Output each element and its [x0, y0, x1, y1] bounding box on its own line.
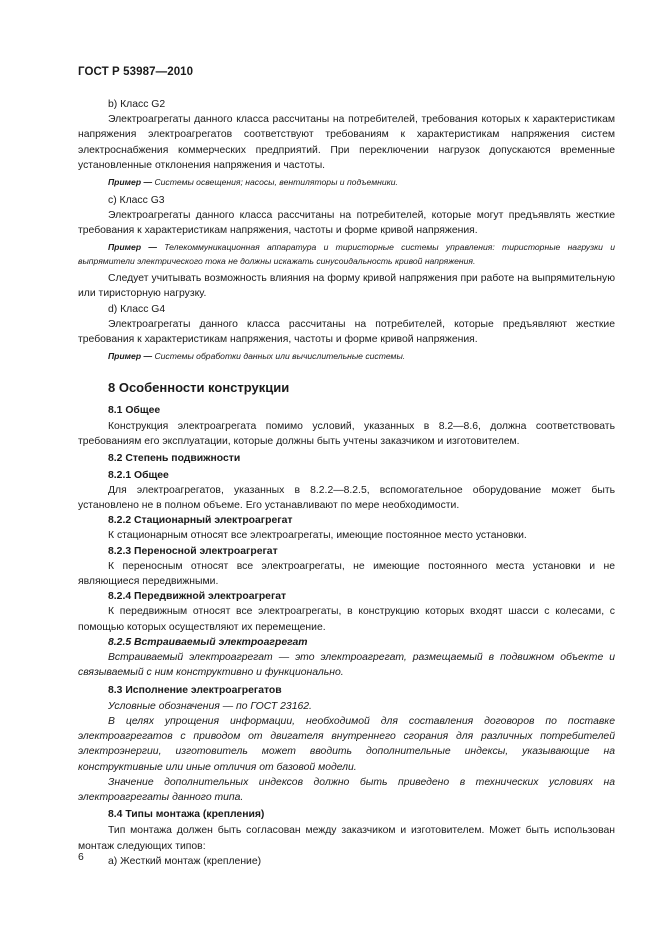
italic-paragraph: Значение дополнительных индексов должно быть приведено в технических условиях на электроагрегаты данного типа.: [78, 776, 615, 803]
clause-heading: 8.2.1 Общее: [108, 469, 169, 481]
paragraph: Конструкция электроагрегата помимо условий, указанных в 8.2—8.6, должна соответствовать требованиям его эксплуатации, которые должны быть учтены заказчиком и изготовителем.: [78, 421, 615, 448]
italic-paragraph: В целях упрощения информации, необходимой для составления договоров по поставке электроагрегатов с приводом от двигателя внутреннего сгорания для различных потребителей электроэнергии, изготовитель может вводить дополнительные индексы, указывающие на конструктивные или иные отличия от базовой модели.: [78, 715, 615, 773]
section-heading: 8 Особенности конструкции: [108, 379, 290, 395]
list-item: d) Класс G4: [108, 303, 166, 315]
document-body: [78, 97, 615, 869]
list-item: c) Класс G3: [108, 194, 165, 206]
clause-heading: 8.2.3 Переносной электроагрегат: [108, 545, 278, 557]
paragraph: Для электроагрегатов, указанных в 8.2.2—8.2.5, вспомогательное оборудование может быть установлено не в полном объеме. Его устанавливают по мере необходимости.: [78, 484, 615, 512]
list-item: b) Класс G2: [108, 99, 166, 110]
clause-heading: 8.2.4 Передвижной электроагрегат: [108, 591, 287, 603]
paragraph: Тип монтажа должен быть согласован между заказчиком и изготовителем. Может быть использован монтаж следующих типов:: [78, 825, 615, 852]
subsection-heading: 8.4 Типы монтажа (крепления): [108, 809, 265, 821]
italic-paragraph: Встраиваемый электроагрегат — это электроагрегат, размещаемый в подвижном объекте и связываемый с ним конструктивно и функционально.: [78, 652, 615, 679]
paragraph: Следует учитывать возможность влияния на форму кривой напряжения при работе на выпрямительную или тиристорную нагрузку.: [78, 273, 615, 300]
paragraph: К переносным относят все электроагрегаты, не имеющие постоянного места установки и не являющиеся передвижными.: [78, 560, 615, 588]
paragraph: Электроагрегаты данного класса рассчитаны на потребителей, которые могут предъявлять жесткие требования к характеристикам напряжения, частоты и форме кривой напряжения.: [78, 209, 615, 236]
example-note: Пример — Телекоммуникационная аппаратура и тиристорные системы управления: тиристорные нагрузки и выпрямители электрического тока не должны искажать синусоидальность кривой напряжения.: [78, 242, 615, 266]
clause-heading: 8.2.2 Стационарный электроагрегат: [108, 515, 293, 527]
paragraph: Электроагрегаты данного класса рассчитаны на потребителей, которые предъявляют жесткие требования к характеристикам напряжения, частоты и форме кривой напряжения.: [78, 318, 615, 345]
paragraph: К стационарным относят все электроагрегаты, имеющие постоянное место установки.: [108, 530, 527, 542]
subsection-heading: 8.2 Степень подвижности: [108, 453, 241, 465]
subsection-heading: 8.3 Исполнение электроагрегатов: [108, 684, 282, 696]
paragraph: Электроагрегаты данного класса рассчитаны на потребителей, требования которых к характеристикам напряжения электроагрегатов соответствуют требованиям к характеристикам напряжения систем электроснабжения коммерческих предприятий. При переключении нагрузок допускаются временные установленные отклонения напряжения и частоты.: [78, 114, 615, 171]
example-note: Пример — Системы обработки данных или вычислительные системы.: [108, 351, 406, 362]
subsection-heading: 8.1 Общее: [108, 404, 161, 416]
clause-heading: 8.2.5 Встраиваемый электроагрегат: [108, 636, 308, 648]
italic-paragraph: Условные обозначения — по ГОСТ 23162.: [108, 700, 312, 712]
page-number: 6: [78, 852, 84, 863]
standard-header: ГОСТ Р 53987—2010: [78, 66, 194, 78]
example-note: Пример — Системы освещения; насосы, вентиляторы и подъемники.: [108, 177, 398, 188]
list-item: a) Жесткий монтаж (крепление): [108, 855, 262, 867]
paragraph: К передвижным относят все электроагрегаты, в конструкцию которых входят шасси с колесами, с помощью которых осуществляют их перемещение.: [78, 606, 615, 633]
